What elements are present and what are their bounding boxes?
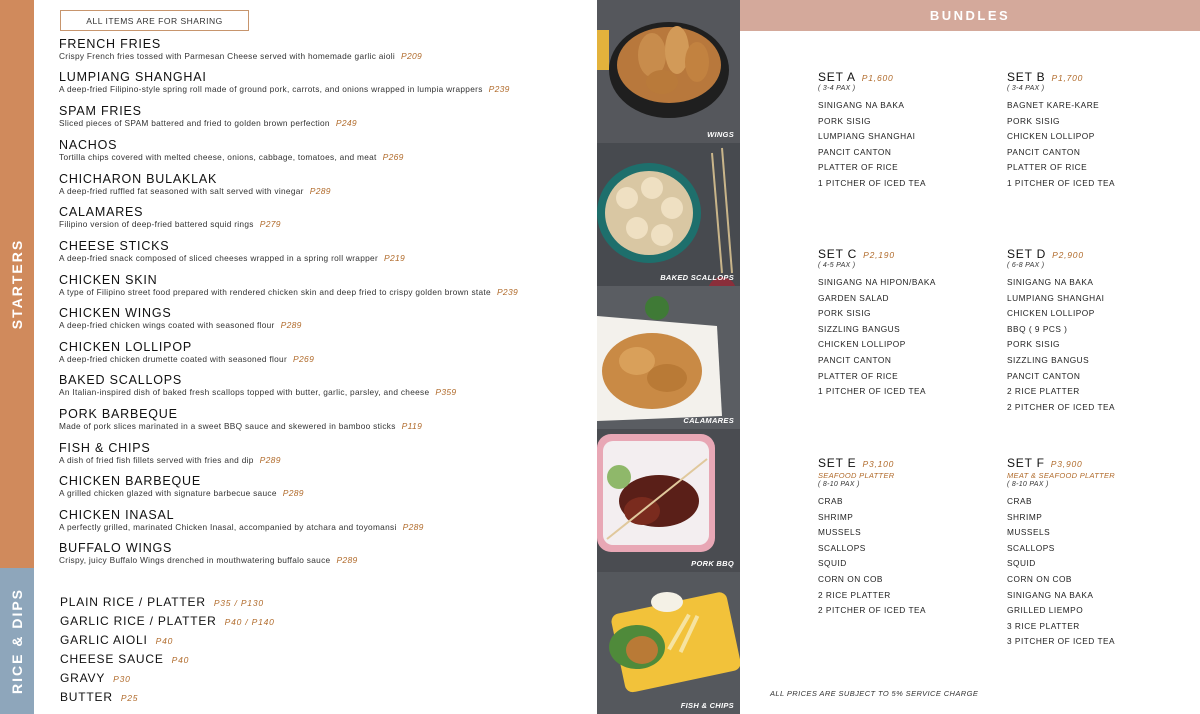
item-desc-text: Filipino version of deep-fried battered squid rings (59, 219, 254, 229)
pork-bbq-image (597, 429, 740, 572)
item-price: P40 / P140 (224, 617, 275, 627)
item-description (59, 421, 422, 432)
photo-fish-chips (597, 572, 740, 714)
item-price: P40 (171, 655, 190, 665)
calamares-image (597, 286, 740, 429)
set-item: SCALLOPS (818, 542, 866, 553)
item-price: P219 (384, 253, 406, 263)
set-name: SET A (818, 70, 856, 84)
item-name: GARLIC AIOLI (60, 633, 148, 647)
wings-image (597, 0, 740, 143)
item-name: CHICKEN BARBEQUE (59, 474, 201, 488)
item-name: FRENCH FRIES (59, 37, 161, 51)
menu-item (59, 205, 281, 230)
set-item: BAGNET KARE-KARE (1007, 100, 1100, 110)
item-name: FISH & CHIPS (59, 441, 151, 455)
set-item: GRILLED LIEMPO (1007, 605, 1084, 616)
baked-scallops-image (597, 143, 740, 286)
photo-caption: BAKED SCALLOPS (660, 273, 734, 282)
sharing-banner: ALL ITEMS ARE FOR SHARING (60, 10, 249, 31)
set-name: SET F (1007, 456, 1045, 470)
set-title (1007, 70, 1187, 84)
item-name: LUMPIANG SHANGHAI (59, 70, 207, 84)
item-price: P289 (282, 488, 304, 498)
bundle-set (818, 70, 998, 192)
rice-dips-tab (0, 568, 34, 714)
set-item: SINIGANG NA BAKA (1007, 277, 1094, 287)
item-description (59, 219, 281, 230)
item-desc-text: Crispy French fries tossed with Parmesan Cheese served with homemade garlic aioli (59, 51, 396, 61)
item-name: CHICHARON BULAKLAK (59, 172, 218, 186)
rice-dip-item (60, 690, 138, 704)
photo-wings (597, 0, 740, 143)
item-desc-text: Sliced pieces of SPAM battered and fried to golden brown perfection (59, 118, 330, 128)
set-item: 2 RICE PLATTER (1007, 386, 1080, 397)
photo-caption: WINGS (707, 130, 734, 139)
item-desc-text: A dish of fried fish fillets served with fries and dip (59, 455, 254, 465)
item-price: P249 (335, 118, 357, 128)
menu-item (59, 239, 405, 264)
set-item: SINIGANG NA HIPON/BAKA (818, 277, 936, 287)
menu-item (59, 104, 357, 129)
set-price: P2,900 (1052, 250, 1084, 260)
set-subtitle: SEAFOOD PLATTER (818, 471, 895, 480)
item-name: BUTTER (60, 690, 113, 704)
item-name: CHEESE STICKS (59, 239, 170, 253)
bundles-header: BUNDLES (740, 0, 1200, 31)
set-item: 1 PITCHER OF ICED TEA (818, 386, 927, 397)
set-items (818, 275, 998, 400)
item-desc-text: A perfectly grilled, marinated Chicken Inasal, accompanied by atchara and toyomansi (59, 522, 397, 532)
photo-caption: PORK BBQ (691, 559, 734, 568)
service-charge-note: ALL PRICES ARE SUBJECT TO 5% SERVICE CHARGE (770, 689, 979, 698)
bundle-set (818, 247, 998, 400)
set-item: PANCIT CANTON (818, 146, 892, 157)
set-item: 1 PITCHER OF ICED TEA (818, 177, 927, 188)
item-price: P289 (309, 186, 331, 196)
set-subtitle: MEAT & SEAFOOD PLATTER (1007, 471, 1116, 480)
set-item: PANCIT CANTON (1007, 370, 1081, 381)
menu-item (59, 441, 281, 466)
set-name: SET B (1007, 70, 1046, 84)
set-item: SIZZLING BANGUS (818, 323, 901, 334)
set-item: PANCIT CANTON (1007, 146, 1081, 157)
starters-tab-label: STARTERS (9, 238, 25, 330)
set-pax: ( 8-10 PAX ) (1007, 481, 1049, 488)
item-price: P119 (401, 421, 423, 431)
item-name: BUFFALO WINGS (59, 541, 173, 555)
rice-dip-item (60, 633, 173, 647)
set-item: PANCIT CANTON (818, 354, 892, 365)
item-name: CHICKEN LOLLIPOP (59, 340, 192, 354)
set-item: 1 PITCHER OF ICED TEA (1007, 177, 1116, 188)
item-name: BAKED SCALLOPS (59, 373, 183, 387)
item-desc-text: A grilled chicken glazed with signature barbecue sauce (59, 488, 277, 498)
item-price: P289 (280, 320, 302, 330)
menu-item (59, 373, 456, 398)
set-items (1007, 494, 1187, 650)
set-pax: ( 3-4 PAX ) (1007, 85, 1045, 92)
set-name: SET D (1007, 247, 1047, 261)
item-price: P359 (435, 387, 457, 397)
set-price: P1,700 (1051, 73, 1084, 83)
set-item: 2 PITCHER OF ICED TEA (818, 605, 927, 616)
set-item: CRAB (1007, 496, 1033, 506)
set-item: CRAB (818, 496, 844, 506)
set-name: SET E (818, 456, 857, 470)
set-pax: ( 3-4 PAX ) (818, 85, 856, 92)
set-item: SINIGANG NA BAKA (818, 100, 905, 110)
item-desc-text: A deep-fried snack composed of sliced cheeses wrapped in a spring roll wrapper (59, 253, 379, 263)
item-desc-text: A deep-fried chicken drumette coated with seasoned flour (59, 354, 288, 364)
menu-item (59, 541, 358, 566)
item-description (59, 118, 357, 129)
set-item: 3 RICE PLATTER (1007, 620, 1080, 631)
set-pax: ( 6-8 PAX ) (1007, 262, 1045, 269)
set-item: MUSSELS (1007, 527, 1051, 538)
item-desc-text: A deep-fried chicken wings coated with seasoned flour (59, 320, 275, 330)
set-item: 3 PITCHER OF ICED TEA (1007, 636, 1116, 647)
item-price: P30 (113, 674, 131, 684)
set-item: MUSSELS (818, 527, 862, 538)
item-name: NACHOS (59, 138, 118, 152)
rice-dip-item (60, 614, 275, 628)
set-item: SHRIMP (818, 511, 854, 522)
set-item: CHICKEN LOLLIPOP (1007, 308, 1095, 319)
item-name: CALAMARES (59, 205, 144, 219)
item-name: GARLIC RICE / PLATTER (60, 614, 217, 628)
item-description (59, 186, 331, 197)
set-item: PORK SISIG (818, 308, 871, 319)
set-title (818, 247, 998, 261)
item-description (59, 555, 358, 566)
item-price: P269 (293, 354, 315, 364)
item-price: P289 (402, 522, 424, 532)
menu-item (59, 407, 422, 432)
item-desc-text: A deep-fried ruffled fat seasoned with salt served with vinegar (59, 186, 304, 196)
rice-dip-item (60, 595, 264, 609)
item-price: P35 / P130 (213, 598, 264, 608)
item-price: P209 (401, 51, 423, 61)
item-price: P279 (259, 219, 281, 229)
item-desc-text: Made of pork slices marinated in a sweet BBQ sauce and skewered in bamboo sticks (59, 421, 396, 431)
set-item: PLATTER OF RICE (1007, 162, 1088, 173)
menu-item (59, 37, 422, 62)
set-items (818, 98, 998, 192)
set-pax: ( 8-10 PAX ) (818, 481, 860, 488)
menu-item (59, 474, 304, 499)
bundle-set (1007, 247, 1187, 415)
set-item: LUMPIANG SHANGHAI (818, 131, 916, 142)
item-desc-text: An Italian-inspired dish of baked fresh scallops topped with butter, garlic, parsley, and cheese (59, 387, 430, 397)
item-price: P269 (382, 152, 404, 162)
bundle-set (1007, 456, 1187, 650)
item-desc-text: A type of Filipino street food prepared with rendered chicken skin and deep fried to crispy golden brown state (59, 287, 491, 297)
item-name: GRAVY (60, 671, 106, 685)
set-title (1007, 247, 1187, 261)
rice-dip-item (60, 671, 131, 685)
set-name: SET C (818, 247, 858, 261)
rice-dip-item (60, 652, 189, 666)
photo-pork-bbq (597, 429, 740, 572)
set-items (818, 494, 998, 619)
item-price: P25 (120, 693, 139, 703)
rice-dips-tab-label: RICE & DIPS (9, 587, 25, 695)
item-description (59, 84, 510, 95)
item-desc-text: Crispy, juicy Buffalo Wings drenched in mouthwatering buffalo sauce (59, 555, 331, 565)
fish-chips-image (597, 572, 740, 714)
item-description (59, 354, 314, 365)
set-title (1007, 456, 1187, 470)
set-items (1007, 98, 1187, 192)
set-item: CHICKEN LOLLIPOP (818, 339, 906, 350)
set-price: P3,900 (1050, 459, 1083, 469)
photo-strip (597, 0, 740, 714)
item-description (59, 320, 302, 331)
set-item: SHRIMP (1007, 511, 1043, 522)
item-description (59, 488, 304, 499)
set-item: PORK SISIG (1007, 115, 1060, 126)
item-name: CHEESE SAUCE (60, 652, 164, 666)
bundle-set (1007, 70, 1187, 192)
item-description (59, 455, 281, 466)
set-price: P1,600 (861, 73, 894, 83)
bundle-set (818, 456, 998, 619)
menu-item (59, 273, 518, 298)
item-description (59, 253, 405, 264)
set-item: PORK SISIG (818, 115, 871, 126)
item-name: CHICKEN WINGS (59, 306, 172, 320)
photo-baked-scallops (597, 143, 740, 286)
item-price: P289 (259, 455, 281, 465)
set-item: SIZZLING BANGUS (1007, 354, 1090, 365)
item-name: PLAIN RICE / PLATTER (60, 595, 206, 609)
set-item: BBQ ( 9 PCS ) (1007, 323, 1068, 334)
starters-tab (0, 0, 34, 568)
item-name: CHICKEN SKIN (59, 273, 158, 287)
set-price: P3,100 (862, 459, 895, 469)
item-desc-text: A deep-fried Filipino-style spring roll made of ground pork, carrots, and onions wrapped in lumpia wrappers (59, 84, 483, 94)
menu-item (59, 306, 302, 331)
set-item: 2 RICE PLATTER (818, 589, 891, 600)
item-desc-text: Tortilla chips covered with melted cheese, onions, cabbage, tomatoes, and meat (59, 152, 377, 162)
set-item: SQUID (818, 558, 847, 569)
item-name: CHICKEN INASAL (59, 508, 175, 522)
set-item: PLATTER OF RICE (818, 162, 899, 173)
set-item: CORN ON COB (1007, 573, 1072, 584)
set-item: 2 PITCHER OF ICED TEA (1007, 401, 1116, 412)
set-item: CORN ON COB (818, 573, 883, 584)
set-item: SQUID (1007, 558, 1036, 569)
photo-calamares (597, 286, 740, 429)
item-price: P289 (336, 555, 358, 565)
item-description (59, 51, 422, 62)
set-price: P2,190 (863, 250, 895, 260)
item-name: PORK BARBEQUE (59, 407, 178, 421)
set-pax: ( 4-5 PAX ) (818, 262, 856, 269)
set-item: SCALLOPS (1007, 542, 1055, 553)
menu-item (59, 508, 424, 533)
item-description (59, 387, 456, 398)
item-price: P40 (155, 636, 174, 646)
set-item: CHICKEN LOLLIPOP (1007, 131, 1095, 142)
menu-item (59, 172, 331, 197)
item-description (59, 287, 518, 298)
set-title (818, 456, 998, 470)
set-title (818, 70, 998, 84)
set-item: GARDEN SALAD (818, 292, 890, 303)
menu-item (59, 138, 404, 163)
menu-item (59, 70, 510, 95)
item-description (59, 152, 404, 163)
photo-caption: FISH & CHIPS (680, 701, 734, 710)
set-item: LUMPIANG SHANGHAI (1007, 292, 1105, 303)
set-item: PORK SISIG (1007, 339, 1060, 350)
item-price: P239 (496, 287, 519, 297)
item-price: P239 (488, 84, 510, 94)
item-name: SPAM FRIES (59, 104, 142, 118)
set-item: PLATTER OF RICE (818, 370, 899, 381)
menu-item (59, 340, 314, 365)
photo-caption: CALAMARES (683, 416, 734, 425)
item-description (59, 522, 424, 533)
set-item: SINIGANG NA BAKA (1007, 589, 1094, 600)
set-items (1007, 275, 1187, 415)
